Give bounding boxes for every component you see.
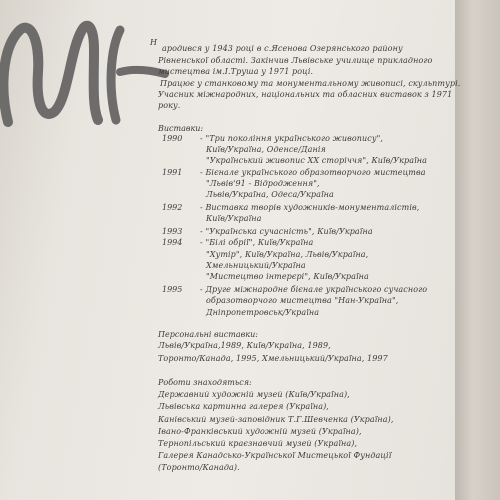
exhibition-year: 1995 <box>162 285 183 294</box>
exhibition-year: 1994 <box>162 238 183 247</box>
page-edge <box>455 0 500 500</box>
personal-heading: Персональні виставки: <box>158 330 258 339</box>
exhibition-line: "Львів'91 - Відродження", <box>206 179 320 188</box>
intro-line: Учасник міжнародних, національних та обласних виставок з 1971 <box>158 90 453 99</box>
intro-line: року. <box>158 101 181 110</box>
exhibition-year: 1993 <box>162 227 183 236</box>
exhibition-line: "Хутір", Київ/Україна, Львів/Україна, <box>206 250 369 259</box>
exhibition-line: Хмельницький/Україна <box>206 261 306 270</box>
exhibition-line: "Мистецтво інтерєрі", Київ/Україна <box>206 272 369 281</box>
exhibition-line: Київ/Україна, Оденсе/Данія <box>206 145 326 154</box>
works-line: Канівський музей-заповідник Т.Г.Шевченка (Україна), <box>158 415 394 424</box>
exhibition-line: "Український живопис XX сторіччя", Київ/Україна <box>206 156 427 165</box>
exhibition-line: - "Білі обрії", Київ/Україна <box>200 238 314 247</box>
exhibition-line: Київ/Україна <box>206 214 262 223</box>
works-line: Львівська картинна галерея (Україна), <box>158 402 329 411</box>
intro-line: ародився у 1943 році в с.Ясенова Озерянського району <box>162 44 403 53</box>
intro-line: мистецтва ім.І.Труша у 1971 році. <box>158 67 314 76</box>
intro-line: Рівненської області. Закінчив Львівське училище прикладного <box>158 56 433 65</box>
works-line: (Торонто/Канада). <box>158 463 240 472</box>
exhibition-line: - "Українська сучасність", Київ/Україна <box>200 227 373 236</box>
exhibition-year: 1991 <box>162 168 183 177</box>
exhibition-line: - Друге міжнародне бієнале українського сучасного <box>200 285 428 294</box>
exhibition-line: Львів/Україна, Одеса/Україна <box>206 190 334 199</box>
personal-line: Торонто/Канада, 1995, Хмельницький/Україна, 1997 <box>158 354 388 363</box>
intro-line: Працює у станковому та монументальному живописі, скульптурі. <box>160 79 461 88</box>
exhibition-line: образотворчого мистецтва "Нан-Україна", <box>206 296 399 305</box>
works-line: Тернопільський краєзнавчий музей (Україна), <box>158 439 358 448</box>
drop-cap: Н <box>150 38 158 47</box>
exhibition-year: 1992 <box>162 203 183 212</box>
works-heading: Роботи знаходяться: <box>158 378 252 387</box>
drop-cap-letter <box>0 10 170 130</box>
exhibition-line: Дніпропетровськ/Україна <box>206 308 320 317</box>
exhibitions-heading: Виставки: <box>158 124 204 133</box>
exhibition-line: - Виставка творів художників-монументалістів, <box>200 203 420 212</box>
exhibition-year: 1990 <box>162 134 183 143</box>
works-line: Галерея Канадсько-Української Мистецької Фундації <box>158 451 392 460</box>
exhibition-line: - "Три покоління українського живопису", <box>200 134 384 143</box>
exhibition-line: - Бієнале українського образотворчого мистецтва <box>200 168 426 177</box>
personal-line: Львів/Україна,1989, Київ/Україна, 1989, <box>158 341 331 350</box>
works-line: Івано-Франківський художній музей (Україна), <box>158 427 362 436</box>
works-line: Державний художній музей (Київ/Україна), <box>158 390 350 399</box>
